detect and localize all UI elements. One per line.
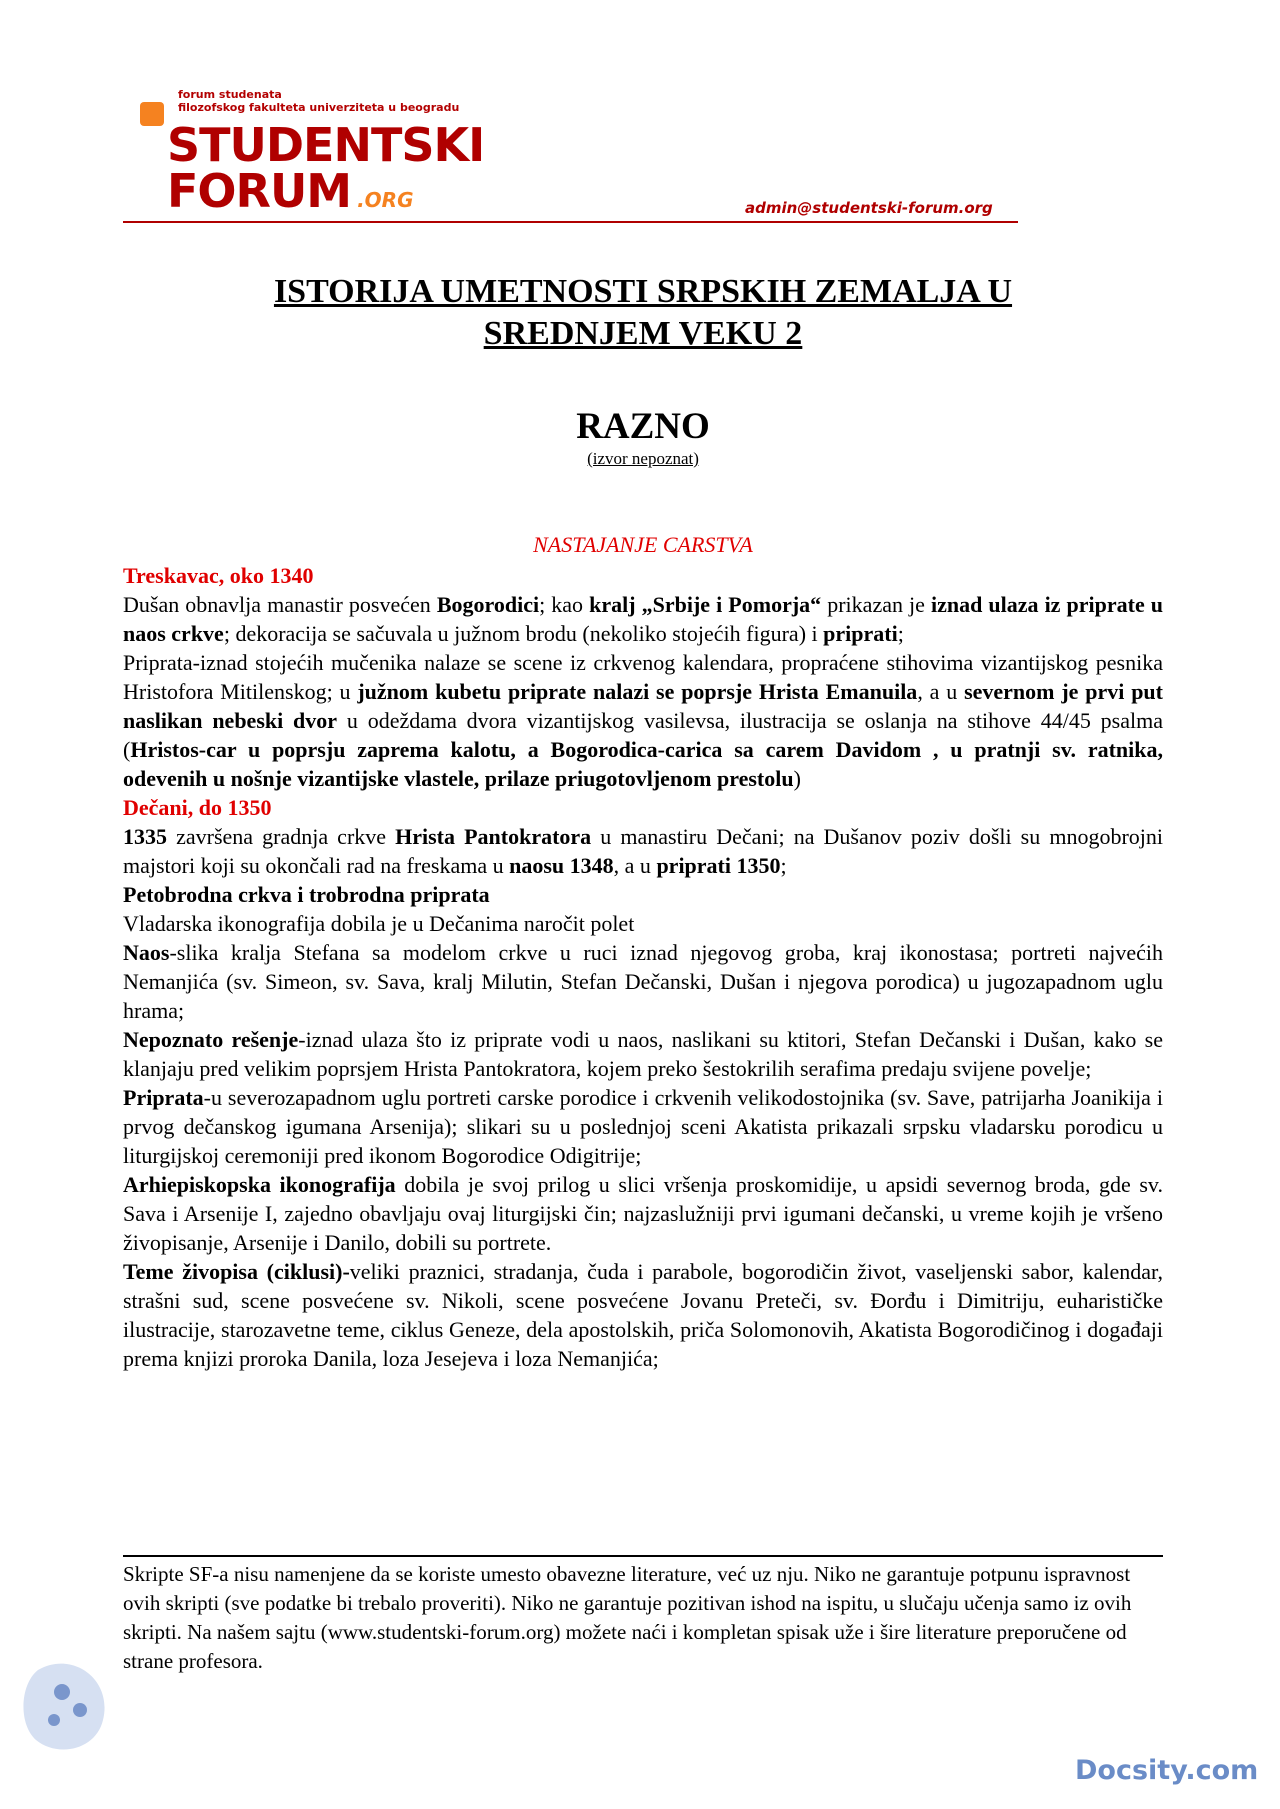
paragraph: Vladarska ikonografija dobila je u Dečanima naročit polet	[123, 911, 635, 936]
admin-email-link[interactable]: admin@studentski-forum.org	[745, 199, 993, 217]
paragraph: Naos-slika kralja Stefana sa modelom crkve u ruci iznad njegovog groba, kraj ikonostasa; portreti najvećih Nemanjića (sv. Simeon, sv. Sava, kralj Milutin, Stefan Dečanski, Dušan i njegova porodica) u jugozapadnom uglu hrama;	[123, 940, 1163, 1023]
page-subtitle: RAZNO	[576, 406, 710, 447]
paragraph: Arhiepiskopska ikonografija dobila je svoj prilog u slici vršenja proskomidije, u apsidi severnog broda, gde sv. Sava i Arsenije I, zajedno obavljaju ovaj liturgijski čin; najzaslužniji prvi igumani dečanski, u vreme kojih je vršeno živopisanje, Arsenije i Danilo, dobili su portrete.	[123, 1172, 1164, 1255]
logo-subtitle: forum studenata filozofskog fakulteta univerziteta u beogradu	[178, 88, 460, 114]
page-title: ISTORIJA UMETNOSTI SRPSKIH ZEMALJA U SREDNJEM VEKU 2	[273, 273, 1013, 352]
header-divider	[123, 221, 1018, 223]
paragraph: Teme živopisa (ciklusi)-veliki praznici, stradanja, čuda i parabole, bogorodičin život, vaseljenski sabor, kalendar, strašni sud, scene posvećene sv. Nikoli, scene posvećene Jovanu Preteči, sv. Đorđu i Dimitriju, euharističke ilustracije, starozavetne teme, ciklus Geneze, dela apostolskih, priča Solomonovih, Akatista Bogorodičinog i događaji prema knjizi proroka Danila, loza Jesejeva i loza Nemanjića;	[123, 1259, 1163, 1371]
subsection-heading-treskavac: Treskavac, oko 1340	[123, 563, 314, 588]
docsity-logo-icon	[18, 1650, 118, 1760]
paragraph: Petobrodna crkva i trobrodna priprata	[123, 882, 490, 907]
document-body	[123, 530, 1163, 1373]
docsity-watermark[interactable]: Docsity.com	[1075, 1755, 1259, 1786]
logo-dot-icon	[140, 102, 164, 126]
footer-disclaimer: Skripte SF-a nisu namenjene da se koriste umesto obavezne literature, već uz nju. Niko ne garantuje potpunu ispravnost ovih skripti (sve podatke bi trebalo proveriti). Niko ne garantuje pozitivan ishod na ispitu, u slučaju učenja samo iz ovih skripti. Na našem sajtu (www.studentski-forum.org) možete naći i kompletan spisak uže i šire literature preporučene od strane profesora.	[123, 1562, 1132, 1673]
paragraph: 1335 završena gradnja crkve Hrista Pantokratora u manastiru Dečani; na Dušanov poziv došli su mnogobrojni majstori koji su okončali rad na freskama u naosu 1348, a u priprati 1350;	[123, 824, 1163, 878]
paragraph: Dušan obnavlja manastir posvećen Bogorodici; kao kralj „Srbije i Pomorja“ prikazan je iznad ulaza iz priprate u naos crkve; dekoracija se sačuvala u južnom brodu (nekoliko stojećih figura) i priprati;	[123, 592, 1164, 646]
subsection-heading-decani: Dečani, do 1350	[123, 795, 272, 820]
paragraph: Priprata-iznad stojećih mučenika nalaze se scene iz crkvenog kalendara, propraćene stihovima vizantijskog pesnika Hristofora Mitilenskog; u južnom kubetu priprate nalazi se poprsje Hrista Emanuila, a u severnom je prvi put naslikan nebeski dvor u odeždama dvora vizantijskog vasilevsa, ilustracija se oslanja na stihove 44/45 psalma (Hristos-car u poprsju zaprema kalotu, a Bogorodica-carica sa carem Davidom , u pratnji sv. ratnika, odevenih u nošnje vizantijske vlastele, prilaze priugotovljenom prestolu)	[123, 650, 1163, 791]
source-note: (izvor nepoznat)	[587, 449, 699, 468]
paragraph: Nepoznato rešenje-iznad ulaza što iz priprate vodi u naos, naslikani su ktitori, Stefan Dečanski i Dušan, kako se klanjaju pred velikim poprsjem Hrista Pantokratora, kojem preko šestokrilih serafima predaju svijene povelje;	[123, 1027, 1163, 1081]
section-heading: NASTAJANJE CARSTVA	[533, 532, 753, 557]
studentski-forum-logo[interactable]	[135, 80, 535, 218]
logo-wordmark: STUDENTSKI FORUM .ORG	[167, 118, 485, 218]
footer-divider	[123, 1555, 1163, 1557]
paragraph: Priprata-u severozapadnom uglu portreti carske porodice i crkvenih velikodostojnika (sv. Save, patrijarha Joanikija i prvog dečanskog igumana Arsenija); slikari su u poslednjoj sceni Akatista prikazali srpsku vladarsku porodicu u liturgijskoj ceremoniji pred ikonom Bogorodice Odigitrije;	[123, 1085, 1163, 1168]
